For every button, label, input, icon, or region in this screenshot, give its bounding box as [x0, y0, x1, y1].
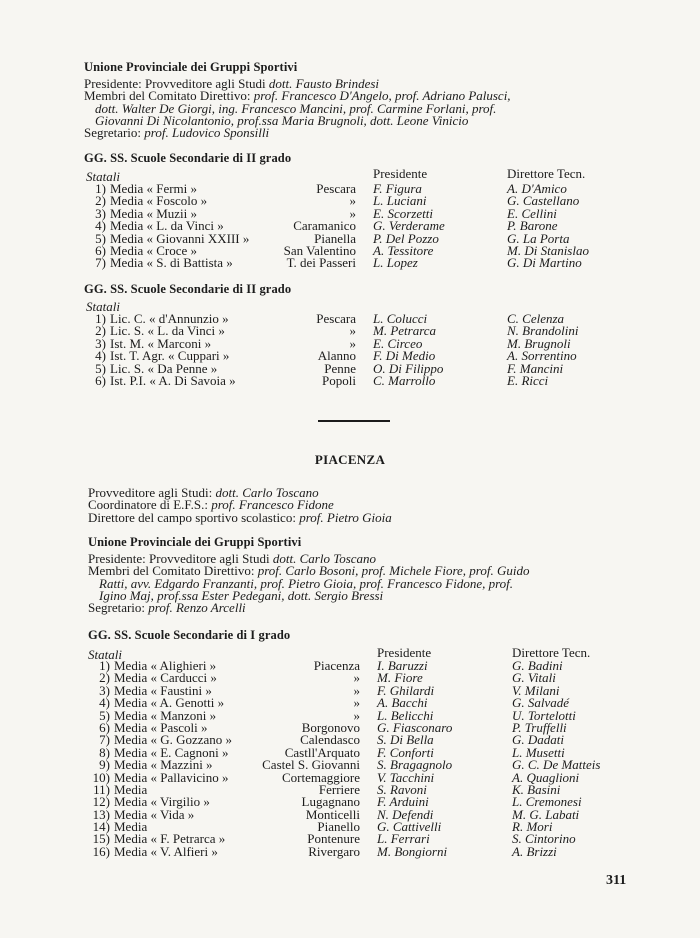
director-name: E. Ricci	[507, 372, 549, 388]
intro-label: Direttore del campo sportivo scolastico:	[88, 509, 300, 525]
school-name: Lic. S. « Da Penne »	[110, 360, 218, 376]
table-3-director-header: Direttore Tecn.	[512, 645, 591, 660]
school-name: Media « A. Genotti »	[114, 695, 225, 711]
line-value: prof. Ludovico Sponsilli	[144, 125, 270, 141]
director-name: L. Cremonesi	[512, 794, 582, 810]
row-number: 4)	[95, 218, 106, 234]
president-name: I. Baruzzi	[377, 658, 428, 673]
president-name: C. Marrollo	[373, 372, 436, 388]
school-city: Pescara	[316, 311, 356, 326]
text-line	[88, 602, 648, 614]
line-value: prof. Francesco D'Angelo, prof. Adriano Palusci,	[253, 88, 511, 104]
school-name: Lic. C. « d'Annunzio »	[110, 311, 229, 326]
director-name: M. G. Labati	[512, 806, 580, 822]
line-value: Giovanni Di Nicolantonio, prof.ssa Maria Brugnoli, dott. Leone Vinicio	[95, 112, 469, 128]
director-name: V. Milani	[512, 682, 560, 698]
row-number: 3)	[95, 335, 106, 351]
president-name: M. Bongiorni	[377, 843, 448, 859]
text-line	[84, 127, 644, 139]
school-city: »	[353, 682, 360, 698]
school-city: »	[353, 670, 360, 686]
school-name: Media	[114, 781, 148, 797]
president-name: F. Ghilardi	[377, 682, 435, 698]
school-name: Ist. T. Agr. « Cuppari »	[110, 348, 230, 364]
school-name: Media « Faustini »	[114, 682, 212, 698]
piacenza-intro	[88, 487, 628, 524]
intro-label: Coordinatore di E.F.S.:	[88, 497, 212, 513]
table-2-presidents	[373, 313, 503, 387]
school-name: Media « Pallavicino »	[114, 769, 229, 785]
school-name: Ist. M. « Marconi »	[110, 335, 212, 351]
director-name: G. La Porta	[507, 230, 570, 246]
row-number: 3)	[95, 205, 106, 221]
director-name: A. D'Amico	[507, 181, 567, 196]
table-3-president-header: Presidente	[377, 645, 432, 660]
director-name: G. Di Martino	[507, 255, 582, 271]
director-name: P. Barone	[507, 218, 558, 234]
school-city: Caramanico	[293, 218, 356, 234]
union-heading: Unione Provinciale dei Gruppi Sportivi	[84, 60, 298, 74]
president-name: G. Fiasconaro	[377, 719, 453, 735]
table-1	[84, 183, 356, 270]
director-name: R. Mori	[512, 819, 553, 835]
section-separator	[318, 420, 390, 422]
union-block-piacenza	[88, 535, 648, 614]
intro-label: Provveditore agli Studi:	[88, 485, 216, 500]
school-city: »	[353, 695, 360, 711]
school-city: »	[349, 323, 356, 339]
table-1-presidents	[373, 183, 503, 270]
union-2-heading: Unione Provinciale dei Gruppi Sportivi	[88, 535, 302, 549]
row-number: 6)	[99, 719, 110, 735]
school-name: Lic. S. « L. da Vinci »	[110, 323, 225, 339]
union-block-pescara	[84, 60, 644, 139]
school-city: T. dei Passeri	[286, 255, 356, 271]
line-value: prof. Renzo Arcelli	[148, 600, 246, 616]
school-name: Media « F. Petrarca »	[114, 831, 226, 847]
school-city: Cortemaggiore	[282, 769, 360, 785]
school-name: Media « Foscolo »	[110, 193, 208, 209]
table-3-heading: GG. SS. Scuole Secondarie di I grado	[88, 628, 291, 642]
director-name: P. Truffelli	[512, 719, 567, 735]
director-name: G. C. De Matteis	[512, 757, 601, 773]
president-name: L. Colucci	[373, 311, 428, 326]
school-name: Media « E. Cagnoni »	[114, 744, 229, 760]
school-city: »	[349, 205, 356, 221]
school-city: Calendasco	[300, 732, 360, 748]
director-name: M. Di Stanislao	[507, 242, 589, 258]
school-city: »	[353, 707, 360, 723]
table-3-directors	[512, 660, 662, 858]
row-number: 15)	[92, 831, 110, 847]
school-name: Media	[114, 819, 148, 835]
president-name: M. Fiore	[377, 670, 423, 686]
line-value: dott. Fausto Brindesi	[268, 76, 380, 91]
intro-value: prof. Pietro Gioia	[299, 509, 392, 525]
row-number: 7)	[99, 732, 110, 748]
director-name: A. Brizzi	[512, 843, 557, 859]
school-city: Ferriere	[318, 781, 360, 797]
row-number: 7)	[95, 255, 106, 271]
president-name: E. Scorzetti	[373, 205, 433, 221]
director-name: L. Musetti	[512, 744, 565, 760]
director-name: A. Sorrentino	[507, 348, 577, 364]
school-city: Castll'Arquato	[284, 744, 360, 760]
director-name: G. Vitali	[512, 670, 556, 686]
president-name: V. Tacchini	[377, 769, 435, 785]
row-number: 2)	[95, 323, 106, 339]
union-lines	[84, 78, 644, 139]
table-2-heading: GG. SS. Scuole Secondarie di II grado	[84, 282, 292, 296]
director-name: E. Cellini	[507, 205, 557, 221]
president-name: N. Defendi	[377, 806, 434, 822]
president-name: L. Lopez	[373, 255, 418, 271]
table-3-heading-block	[88, 628, 628, 642]
director-name: F. Mancini	[507, 360, 564, 376]
president-name: F. Figura	[373, 181, 422, 196]
school-name: Media « Croce »	[110, 242, 198, 258]
director-name: C. Celenza	[507, 311, 565, 326]
director-name: G. Dadati	[512, 732, 564, 748]
school-city: Penne	[324, 360, 356, 376]
line-label: Segretario:	[88, 600, 149, 616]
school-name: Media « Giovanni XXIII »	[110, 230, 250, 246]
school-name: Media « G. Gozzano »	[114, 732, 233, 748]
table-3	[88, 660, 360, 858]
row-number: 9)	[99, 757, 110, 773]
row-number: 1)	[95, 311, 106, 326]
line-value: dott. Walter De Giorgi, ing. Francesco Mancini, prof. Carmine Forlani, prof.	[95, 100, 497, 116]
school-name: Media « V. Alfieri »	[114, 843, 218, 859]
president-name: A. Bacchi	[377, 695, 428, 711]
row-number: 8)	[99, 744, 110, 760]
section-title: PIACENZA	[314, 452, 386, 467]
school-city: Alanno	[317, 348, 356, 364]
school-city: Borgonovo	[301, 719, 360, 735]
school-city: Pianello	[317, 819, 360, 835]
president-name: F. Conforti	[377, 744, 434, 760]
table-row	[84, 372, 356, 388]
row-number: 2)	[99, 670, 110, 686]
table-3-sub: Statali	[88, 647, 122, 662]
row-number: 2)	[95, 193, 106, 209]
line-value: prof. Carlo Bosoni, prof. Michele Fiore, prof. Guido	[257, 563, 530, 579]
school-name: Media « L. da Vinci »	[110, 218, 224, 234]
president-name: F. Di Medio	[373, 348, 436, 364]
president-name: M. Petrarca	[373, 323, 437, 339]
table-1-directors	[507, 183, 637, 270]
line-label: Presidente: Provveditore agli Studi	[84, 76, 269, 91]
row-number: 5)	[95, 360, 106, 376]
line-value: Igino Maj, prof.ssa Ester Pedegani, dott. Sergio Bressi	[99, 587, 384, 603]
row-number: 5)	[95, 230, 106, 246]
president-name: E. Circeo	[373, 335, 423, 351]
line-label: Membri del Comitato Direttivo:	[84, 88, 254, 104]
line-value: dott. Carlo Toscano	[272, 551, 377, 566]
school-name: Ist. P.I. « A. Di Savoia »	[110, 372, 236, 388]
row-number: 11)	[93, 781, 110, 797]
president-name: P. Del Pozzo	[373, 230, 439, 246]
row-number: 10)	[92, 769, 110, 785]
president-name: S. Bragagnolo	[377, 757, 453, 773]
school-city: Castel S. Giovanni	[262, 757, 360, 773]
director-name: G. Castellano	[507, 193, 580, 209]
row-number: 6)	[95, 242, 106, 258]
line-label: Segretario:	[84, 125, 145, 141]
intro-line	[88, 509, 628, 525]
director-name: S. Cintorino	[512, 831, 576, 847]
school-city: Popoli	[322, 372, 356, 388]
table-1-president-header: Presidente	[373, 166, 428, 181]
row-number: 5)	[99, 707, 110, 723]
intro-value: dott. Carlo Toscano	[215, 485, 319, 500]
president-name: L. Belicchi	[377, 707, 434, 723]
director-name: M. Brugnoli	[507, 335, 571, 351]
school-name: Media « Alighieri »	[114, 658, 217, 673]
school-name: Media « Manzoni »	[114, 707, 217, 723]
row-number: 1)	[99, 658, 110, 673]
school-name: Media « Pascoli »	[114, 719, 208, 735]
president-name: L. Luciani	[373, 193, 427, 209]
school-city: San Valentino	[283, 242, 356, 258]
president-name: F. Arduini	[377, 794, 429, 810]
school-name: Media « Mazzini »	[114, 757, 213, 773]
row-number: 1)	[95, 181, 106, 196]
school-city: Piacenza	[313, 658, 360, 673]
school-name: Media « Virgilio »	[114, 794, 210, 810]
director-name: K. Basini	[512, 781, 561, 797]
row-number: 4)	[99, 695, 110, 711]
school-city: Pontenure	[307, 831, 360, 847]
line-value: Ratti, avv. Edgardo Franzanti, prof. Pietro Gioia, prof. Francesco Fidone, prof.	[99, 575, 514, 591]
director-name: G. Badini	[512, 658, 563, 673]
table-1-heading: GG. SS. Scuole Secondarie di II grado	[84, 151, 292, 165]
school-city: Monticelli	[305, 806, 360, 822]
director-name: G. Salvadé	[512, 695, 570, 711]
president-name: A. Tessitore	[373, 242, 434, 258]
school-city: Pianella	[314, 230, 356, 246]
school-city: Pescara	[316, 181, 356, 196]
director-name: U. Tortelotti	[512, 707, 576, 723]
row-number: 12)	[92, 794, 110, 810]
table-2-directors	[507, 313, 637, 387]
table-2-sub: Statali	[86, 299, 120, 314]
school-city: »	[349, 335, 356, 351]
row-number: 3)	[99, 682, 110, 698]
intro-value: prof. Francesco Fidone	[211, 497, 334, 513]
president-name: G. Cattivelli	[377, 819, 442, 835]
president-name: S. Di Bella	[377, 732, 434, 748]
union-2-lines	[88, 553, 648, 614]
school-city: Lugagnano	[301, 794, 360, 810]
line-label: Presidente: Provveditore agli Studi	[88, 551, 273, 566]
president-name: G. Verderame	[373, 218, 445, 234]
row-number: 13)	[92, 806, 110, 822]
row-number: 16)	[92, 843, 110, 859]
director-name: N. Brandolini	[507, 323, 579, 339]
table-2-heading-block	[84, 282, 624, 296]
table-2	[84, 313, 356, 387]
school-name: Media « Vida »	[114, 806, 195, 822]
page-number: 311	[606, 873, 627, 888]
director-name: A. Quaglioni	[512, 769, 580, 785]
school-city: Rivergaro	[308, 843, 360, 859]
row-number: 14)	[92, 819, 110, 835]
school-name: Media « S. di Battista »	[110, 255, 233, 271]
line-label: Membri del Comitato Direttivo:	[88, 563, 258, 579]
table-3-presidents	[377, 660, 507, 858]
school-city: »	[349, 193, 356, 209]
president-name: S. Ravoni	[377, 781, 427, 797]
table-1-sub: Statali	[86, 169, 120, 184]
president-name: L. Ferrari	[377, 831, 430, 847]
row-number: 6)	[95, 372, 106, 388]
school-name: Media « Carducci »	[114, 670, 217, 686]
president-name: O. Di Filippo	[373, 360, 444, 376]
table-row	[88, 843, 360, 859]
school-name: Media « Fermi »	[110, 181, 198, 196]
table-row	[84, 257, 356, 269]
school-name: Media « Muzii »	[110, 205, 198, 221]
row-number: 4)	[95, 348, 106, 364]
table-1-heading-block	[84, 151, 624, 165]
table-1-director-header: Direttore Tecn.	[507, 166, 586, 181]
